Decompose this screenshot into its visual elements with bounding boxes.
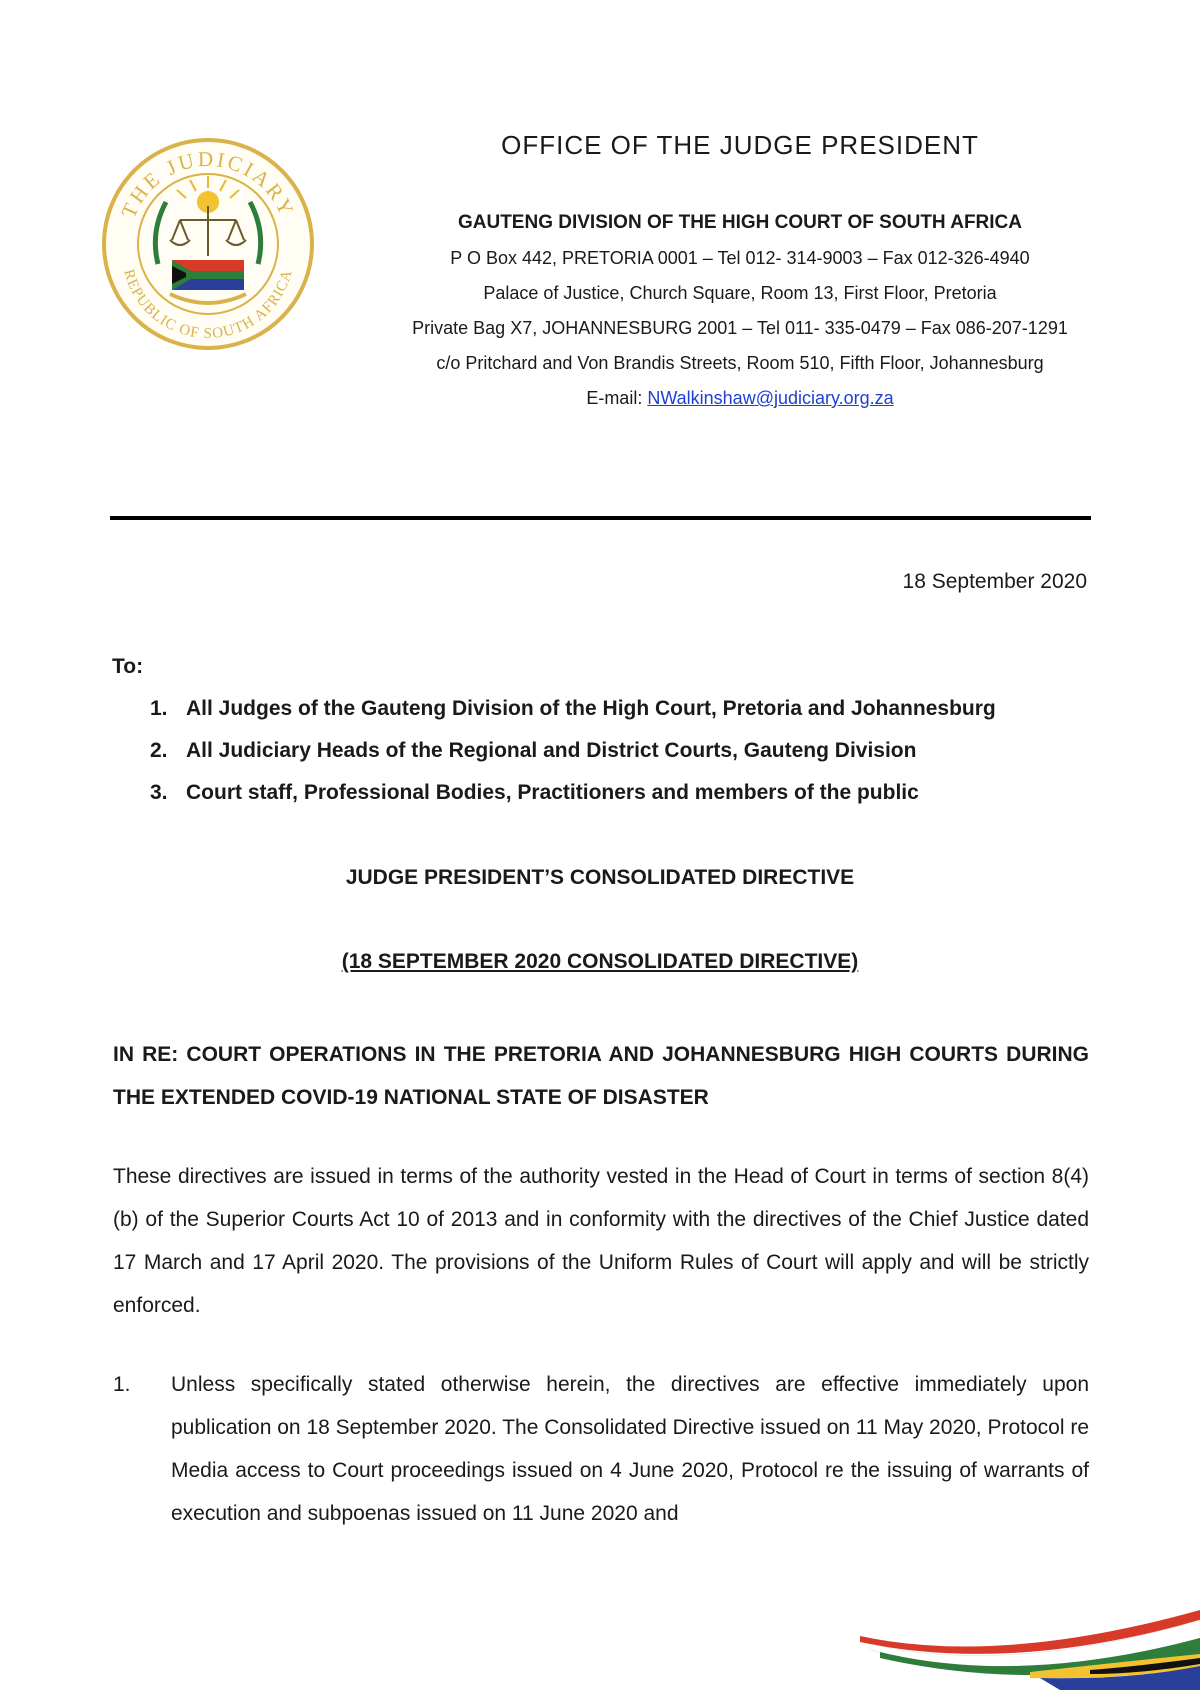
- email-line: [360, 388, 1120, 409]
- johannesburg-address-line: Private Bag X7, JOHANNESBURG 2001 – Tel 011- 335-0479 – Fax 086-207-1291: [412, 318, 1068, 338]
- directive-title: JUDGE PRESIDENT’S CONSOLIDATED DIRECTIVE: [345, 866, 855, 889]
- recipient-text: All Judiciary Heads of the Regional and District Courts, Gauteng Division: [186, 739, 917, 762]
- judiciary-seal-logo: [100, 136, 316, 352]
- recipient-item: [150, 697, 996, 721]
- document-date: 18 September 2020: [902, 570, 1087, 593]
- paragraph-number: 1.: [113, 1373, 131, 1396]
- intro-paragraph: These directives are issued in terms of the authority vested in the Head of Court in terms of section 8(4) (b) of the Superior Courts Act 10 of 2013 and in conformity with the directives of the Chief Justice dated 17 March and 17 April 2020. The provisions of the Uniform Rules of Court will apply and will be strictly enforced.: [113, 1165, 1089, 1317]
- seal-top-text: THE JUDICIARY: [116, 146, 300, 222]
- in-re-heading: IN RE: COURT OPERATIONS IN THE PRETORIA AND JOHANNESBURG HIGH COURTS DURING THE EXTENDED COVID-19 NATIONAL STATE OF DISASTER: [113, 1043, 1089, 1109]
- johannesburg-location-line: c/o Pritchard and Von Brandis Streets, Room 510, Fifth Floor, Johannesburg: [436, 353, 1044, 373]
- email-link[interactable]: NWalkinshaw@judiciary.org.za: [647, 388, 894, 408]
- pretoria-location-line: Palace of Justice, Church Square, Room 13, First Floor, Pretoria: [483, 283, 997, 303]
- pretoria-address-line: P O Box 442, PRETORIA 0001 – Tel 012- 314-9003 – Fax 012-326-4940: [450, 248, 1030, 268]
- email-label: E-mail:: [586, 388, 648, 408]
- seal-bottom-text: REPUBLIC OF SOUTH AFRICA: [120, 267, 296, 343]
- division-name: GAUTENG DIVISION OF THE HIGH COURT OF SOUTH AFRICA: [457, 212, 1023, 233]
- directive-subtitle: (18 SEPTEMBER 2020 CONSOLIDATED DIRECTIVE): [341, 950, 859, 973]
- numbered-paragraph: [113, 1363, 1089, 1535]
- paragraph-text: Unless specifically stated otherwise herein, the directives are effective immediately upon publication on 18 September 2020. The Consolidated Directive issued on 11 May 2020, Protocol re Media access to Court proceedings issued on 4 June 2020, Protocol re the issuing of warrants of execution and subpoenas issued on 11 June 2020 and: [171, 1373, 1089, 1525]
- recipient-number: 3.: [150, 781, 168, 804]
- recipient-number: 1.: [150, 697, 168, 720]
- recipient-text: Court staff, Professional Bodies, Practitioners and members of the public: [186, 781, 919, 804]
- to-label: To:: [112, 655, 144, 678]
- flag-swoosh-decoration: [840, 1570, 1200, 1690]
- header-divider: [110, 516, 1091, 520]
- recipient-text: All Judges of the Gauteng Division of the High Court, Pretoria and Johannesburg: [186, 697, 996, 720]
- recipient-item: [150, 739, 916, 763]
- office-title: OFFICE OF THE JUDGE PRESIDENT: [501, 130, 979, 160]
- recipient-number: 2.: [150, 739, 168, 762]
- recipient-item: [150, 781, 919, 805]
